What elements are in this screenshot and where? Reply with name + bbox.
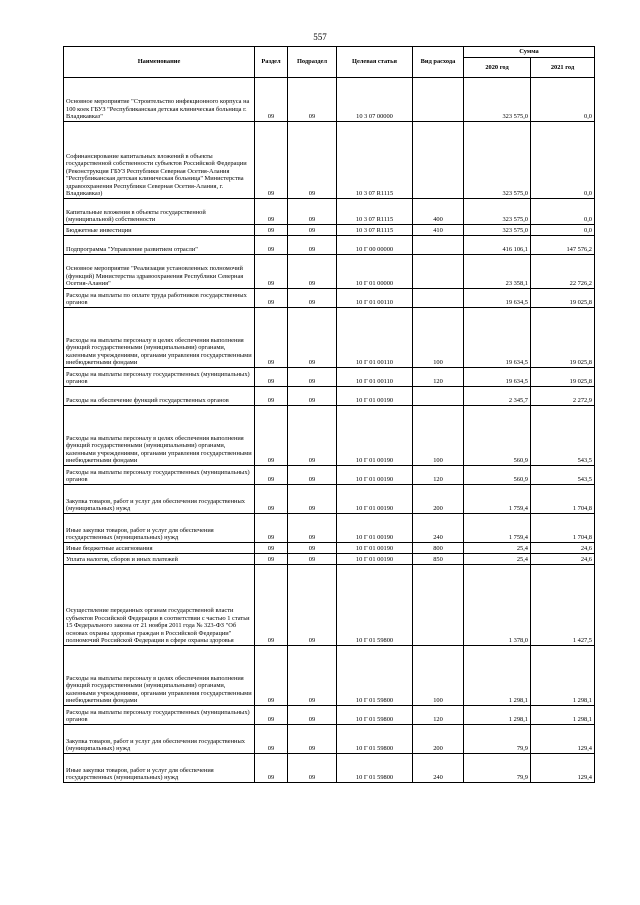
table-row bbox=[64, 199, 595, 225]
row-name: Расходы на выплаты персоналу государственных (муниципальных) органов bbox=[64, 706, 255, 725]
table-row bbox=[64, 225, 595, 236]
row-expense-type: 120 bbox=[413, 368, 464, 387]
row-sum-2021: 147 576,2 bbox=[531, 236, 595, 255]
header-target-article: Целевая статья bbox=[337, 47, 413, 78]
row-subsection: 09 bbox=[288, 646, 337, 706]
row-subsection: 09 bbox=[288, 485, 337, 514]
row-expense-type bbox=[413, 387, 464, 406]
table-row bbox=[64, 485, 595, 514]
row-target-article: 10 Г 01 59800 bbox=[337, 725, 413, 754]
row-name: Капитальные вложения в объекты государственной (муниципальной) собственности bbox=[64, 199, 255, 225]
row-section: 09 bbox=[255, 122, 288, 199]
row-name: Закупка товаров, работ и услуг для обеспечения государственных (муниципальных) нужд bbox=[64, 725, 255, 754]
row-sum-2021: 543,5 bbox=[531, 466, 595, 485]
row-name: Расходы на обеспечение функций государственных органов bbox=[64, 387, 255, 406]
row-sum-2020: 323 575,0 bbox=[464, 78, 531, 122]
table-row bbox=[64, 706, 595, 725]
row-name: Расходы на выплаты персоналу в целях обеспечения выполнения функций государственными (муниципальными) органами, казенными учреждениями, органами управления государственными внебюджетными фондами bbox=[64, 308, 255, 368]
table-row bbox=[64, 236, 595, 255]
row-name: Расходы на выплаты персоналу государственных (муниципальных) органов bbox=[64, 368, 255, 387]
row-section: 09 bbox=[255, 368, 288, 387]
row-sum-2020: 1 759,4 bbox=[464, 514, 531, 543]
row-subsection: 09 bbox=[288, 565, 337, 646]
row-target-article: 10 Г 01 00190 bbox=[337, 554, 413, 565]
row-expense-type: 800 bbox=[413, 543, 464, 554]
table-row bbox=[64, 754, 595, 783]
row-name: Расходы на выплаты персоналу государственных (муниципальных) органов bbox=[64, 466, 255, 485]
row-target-article: 10 3 07 R1115 bbox=[337, 122, 413, 199]
row-sum-2020: 416 106,1 bbox=[464, 236, 531, 255]
row-sum-2021: 19 025,8 bbox=[531, 308, 595, 368]
row-subsection: 09 bbox=[288, 236, 337, 255]
row-expense-type: 120 bbox=[413, 466, 464, 485]
row-expense-type bbox=[413, 289, 464, 308]
table-row bbox=[64, 308, 595, 368]
row-sum-2021: 22 726,2 bbox=[531, 255, 595, 289]
row-sum-2020: 323 575,0 bbox=[464, 199, 531, 225]
row-subsection: 09 bbox=[288, 368, 337, 387]
table-row bbox=[64, 565, 595, 646]
table-body bbox=[64, 78, 595, 783]
row-sum-2020: 25,4 bbox=[464, 554, 531, 565]
row-target-article: 10 3 07 R1115 bbox=[337, 199, 413, 225]
row-subsection: 09 bbox=[288, 199, 337, 225]
row-name: Иные закупки товаров, работ и услуг для обеспечения государственных (муниципальных) нужд bbox=[64, 514, 255, 543]
row-section: 09 bbox=[255, 754, 288, 783]
row-section: 09 bbox=[255, 646, 288, 706]
row-expense-type: 120 bbox=[413, 706, 464, 725]
row-subsection: 09 bbox=[288, 225, 337, 236]
row-name: Расходы на выплаты по оплате труда работников государственных органов bbox=[64, 289, 255, 308]
row-name: Расходы на выплаты персоналу в целях обеспечения выполнения функций государственными (муниципальными) органами, казенными учреждениями, органами управления государственными внебюджетными фондами bbox=[64, 406, 255, 466]
header-section: Раздел bbox=[255, 47, 288, 78]
row-sum-2021: 1 298,1 bbox=[531, 646, 595, 706]
row-name: Софинансирование капитальных вложений в объекты государственной собственности субъектов Российской Федерации (Реконструкция ГБУЗ Республики Северная Осетия-Алания "Республиканская детская клиническая больница" Министерства здравоохранения Республики Северная Осетия-Алания, г. Владикавказ) bbox=[64, 122, 255, 199]
row-sum-2021: 2 272,9 bbox=[531, 387, 595, 406]
row-subsection: 09 bbox=[288, 543, 337, 554]
row-subsection: 09 bbox=[288, 122, 337, 199]
row-target-article: 10 Г 01 00190 bbox=[337, 466, 413, 485]
table-row bbox=[64, 122, 595, 199]
row-subsection: 09 bbox=[288, 406, 337, 466]
header-year-2020: 2020 год bbox=[464, 58, 531, 78]
row-target-article: 10 Г 01 59800 bbox=[337, 706, 413, 725]
row-sum-2020: 79,9 bbox=[464, 754, 531, 783]
table-row bbox=[64, 466, 595, 485]
header-expense-type: Вид расхода bbox=[413, 47, 464, 78]
row-target-article: 10 Г 01 00190 bbox=[337, 514, 413, 543]
row-name: Уплата налогов, сборов и иных платежей bbox=[64, 554, 255, 565]
row-name: Основное мероприятие "Строительство инфекционного корпуса на 100 коек ГБУЗ "Республиканская детская клиническая больница г. Владикавказ" bbox=[64, 78, 255, 122]
table-row bbox=[64, 406, 595, 466]
row-sum-2020: 1 298,1 bbox=[464, 646, 531, 706]
row-expense-type: 410 bbox=[413, 225, 464, 236]
row-subsection: 09 bbox=[288, 78, 337, 122]
row-subsection: 09 bbox=[288, 725, 337, 754]
row-expense-type bbox=[413, 565, 464, 646]
row-name: Иные закупки товаров, работ и услуг для обеспечения государственных (муниципальных) нужд bbox=[64, 754, 255, 783]
row-name: Расходы на выплаты персоналу в целях обеспечения выполнения функций государственными (муниципальными) органами, казенными учреждениями, органами управления государственными внебюджетными фондами bbox=[64, 646, 255, 706]
row-target-article: 10 Г 01 59800 bbox=[337, 754, 413, 783]
row-sum-2020: 19 634,5 bbox=[464, 308, 531, 368]
row-name: Закупка товаров, работ и услуг для обеспечения государственных (муниципальных) нужд bbox=[64, 485, 255, 514]
row-sum-2021: 543,5 bbox=[531, 406, 595, 466]
row-expense-type: 100 bbox=[413, 406, 464, 466]
header-subsection: Подраздел bbox=[288, 47, 337, 78]
row-sum-2021: 1 427,5 bbox=[531, 565, 595, 646]
row-sum-2021: 0,0 bbox=[531, 225, 595, 236]
row-section: 09 bbox=[255, 199, 288, 225]
row-sum-2021: 0,0 bbox=[531, 122, 595, 199]
row-section: 09 bbox=[255, 514, 288, 543]
table-row bbox=[64, 387, 595, 406]
row-section: 09 bbox=[255, 78, 288, 122]
row-section: 09 bbox=[255, 406, 288, 466]
row-target-article: 10 Г 01 00110 bbox=[337, 289, 413, 308]
row-subsection: 09 bbox=[288, 754, 337, 783]
row-expense-type: 850 bbox=[413, 554, 464, 565]
row-sum-2021: 24,6 bbox=[531, 543, 595, 554]
page-number: 557 bbox=[313, 32, 327, 42]
row-section: 09 bbox=[255, 255, 288, 289]
row-section: 09 bbox=[255, 485, 288, 514]
table-row bbox=[64, 289, 595, 308]
row-expense-type: 240 bbox=[413, 754, 464, 783]
row-sum-2020: 560,9 bbox=[464, 406, 531, 466]
row-section: 09 bbox=[255, 466, 288, 485]
row-sum-2021: 0,0 bbox=[531, 199, 595, 225]
row-sum-2020: 323 575,0 bbox=[464, 122, 531, 199]
row-name: Осуществление переданных органам государственной власти субъектов Российской Федерации в соответствии с частью 1 статьи 15 Федерального закона от 21 ноября 2011 года № 323-ФЗ "Об основах охраны здоровья граждан в Российской Федерации" полномочий Российской Федерации в сфере охраны здоровья bbox=[64, 565, 255, 646]
row-sum-2020: 19 634,5 bbox=[464, 289, 531, 308]
row-expense-type bbox=[413, 236, 464, 255]
row-subsection: 09 bbox=[288, 706, 337, 725]
row-target-article: 10 3 07 R1115 bbox=[337, 225, 413, 236]
row-sum-2021: 129,4 bbox=[531, 754, 595, 783]
row-target-article: 10 Г 01 00000 bbox=[337, 255, 413, 289]
row-sum-2020: 1 759,4 bbox=[464, 485, 531, 514]
row-expense-type bbox=[413, 255, 464, 289]
row-sum-2020: 79,9 bbox=[464, 725, 531, 754]
row-sum-2021: 1 298,1 bbox=[531, 706, 595, 725]
table-row bbox=[64, 554, 595, 565]
table-row bbox=[64, 78, 595, 122]
row-section: 09 bbox=[255, 289, 288, 308]
table-row bbox=[64, 368, 595, 387]
row-subsection: 09 bbox=[288, 554, 337, 565]
row-target-article: 10 Г 01 00110 bbox=[337, 368, 413, 387]
row-expense-type: 200 bbox=[413, 725, 464, 754]
row-sum-2021: 24,6 bbox=[531, 554, 595, 565]
row-sum-2020: 1 378,0 bbox=[464, 565, 531, 646]
row-sum-2021: 0,0 bbox=[531, 78, 595, 122]
row-sum-2020: 25,4 bbox=[464, 543, 531, 554]
row-sum-2020: 19 634,5 bbox=[464, 368, 531, 387]
header-year-2021: 2021 год bbox=[531, 58, 595, 78]
row-sum-2021: 129,4 bbox=[531, 725, 595, 754]
row-subsection: 09 bbox=[288, 387, 337, 406]
row-section: 09 bbox=[255, 236, 288, 255]
row-target-article: 10 Г 01 00190 bbox=[337, 387, 413, 406]
row-subsection: 09 bbox=[288, 466, 337, 485]
row-expense-type: 100 bbox=[413, 646, 464, 706]
row-section: 09 bbox=[255, 308, 288, 368]
row-sum-2020: 560,9 bbox=[464, 466, 531, 485]
row-expense-type: 400 bbox=[413, 199, 464, 225]
header-sum: Сумма bbox=[464, 47, 595, 58]
row-section: 09 bbox=[255, 543, 288, 554]
table-row bbox=[64, 514, 595, 543]
header-name: Наименование bbox=[64, 47, 255, 78]
row-sum-2020: 1 298,1 bbox=[464, 706, 531, 725]
row-subsection: 09 bbox=[288, 289, 337, 308]
table-row bbox=[64, 543, 595, 554]
row-sum-2020: 2 345,7 bbox=[464, 387, 531, 406]
row-expense-type: 200 bbox=[413, 485, 464, 514]
row-sum-2021: 1 704,8 bbox=[531, 514, 595, 543]
budget-table bbox=[63, 46, 595, 783]
row-target-article: 10 Г 01 00190 bbox=[337, 543, 413, 554]
row-sum-2021: 19 025,8 bbox=[531, 289, 595, 308]
row-name: Основное мероприятие "Реализация установленных полномочий (функций) Министерства здравоохранения Республики Северная Осетия-Алания" bbox=[64, 255, 255, 289]
row-target-article: 10 Г 01 00190 bbox=[337, 406, 413, 466]
row-name: Бюджетные инвестиции bbox=[64, 225, 255, 236]
row-expense-type bbox=[413, 122, 464, 199]
row-subsection: 09 bbox=[288, 255, 337, 289]
row-sum-2020: 323 575,0 bbox=[464, 225, 531, 236]
row-name: Иные бюджетные ассигнования bbox=[64, 543, 255, 554]
row-section: 09 bbox=[255, 554, 288, 565]
row-section: 09 bbox=[255, 565, 288, 646]
row-target-article: 10 Г 01 59800 bbox=[337, 565, 413, 646]
row-name: Подпрограмма "Управление развитием отрасли" bbox=[64, 236, 255, 255]
row-target-article: 10 Г 00 00000 bbox=[337, 236, 413, 255]
row-section: 09 bbox=[255, 725, 288, 754]
row-sum-2020: 23 358,1 bbox=[464, 255, 531, 289]
row-subsection: 09 bbox=[288, 308, 337, 368]
table-row bbox=[64, 255, 595, 289]
row-expense-type: 240 bbox=[413, 514, 464, 543]
row-section: 09 bbox=[255, 387, 288, 406]
row-target-article: 10 Г 01 00190 bbox=[337, 485, 413, 514]
row-target-article: 10 Г 01 00110 bbox=[337, 308, 413, 368]
row-section: 09 bbox=[255, 706, 288, 725]
row-subsection: 09 bbox=[288, 514, 337, 543]
row-sum-2021: 1 704,8 bbox=[531, 485, 595, 514]
row-expense-type bbox=[413, 78, 464, 122]
row-section: 09 bbox=[255, 225, 288, 236]
row-expense-type: 100 bbox=[413, 308, 464, 368]
table-row bbox=[64, 646, 595, 706]
row-sum-2021: 19 025,8 bbox=[531, 368, 595, 387]
row-target-article: 10 Г 01 59800 bbox=[337, 646, 413, 706]
row-target-article: 10 3 07 00000 bbox=[337, 78, 413, 122]
table-row bbox=[64, 725, 595, 754]
